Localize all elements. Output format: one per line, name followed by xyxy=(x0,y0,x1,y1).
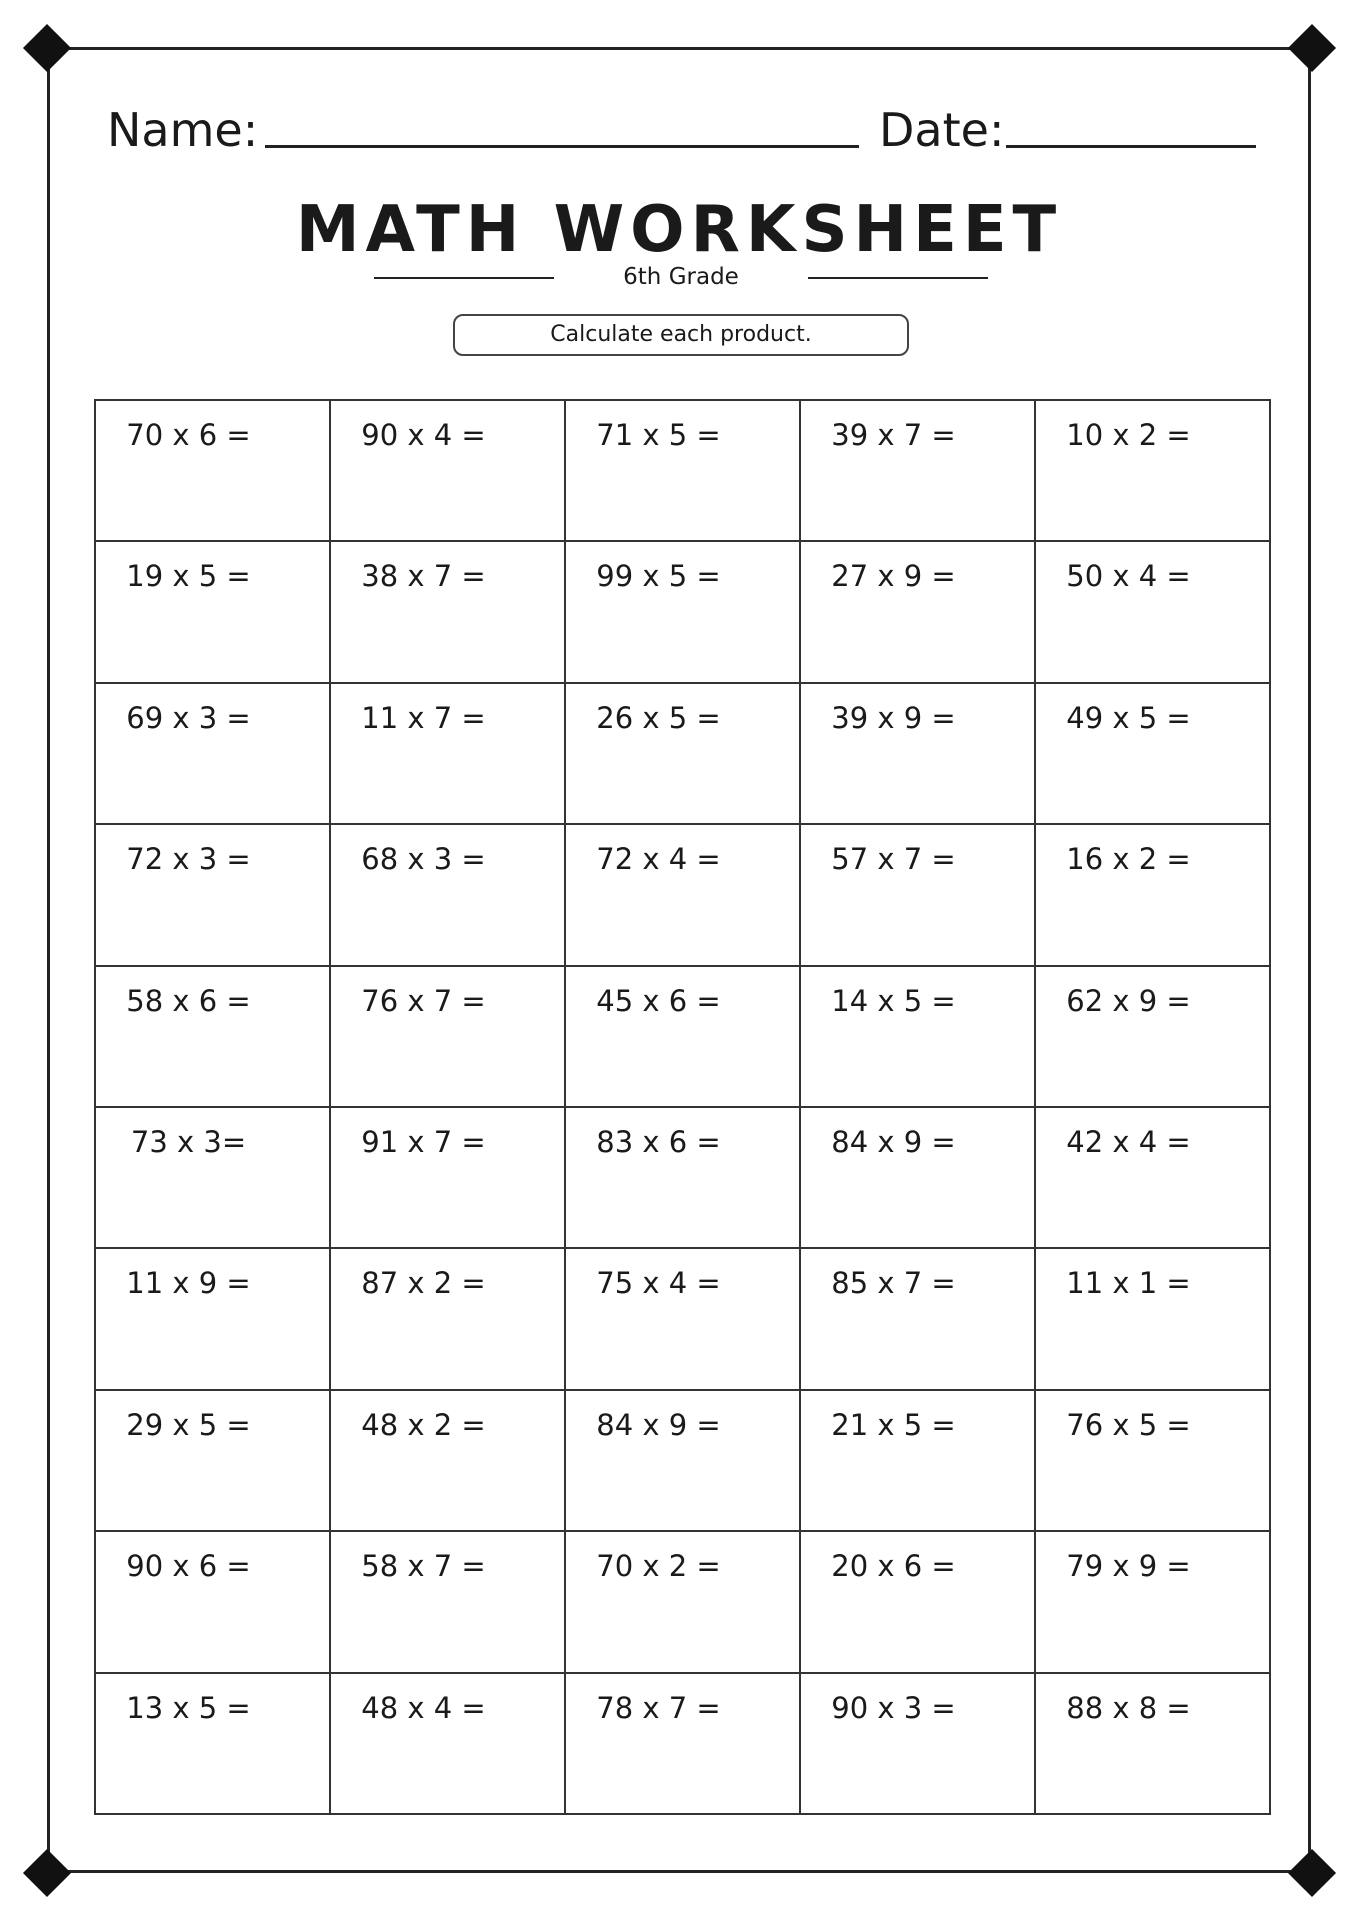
answer-cell[interactable] xyxy=(331,967,566,1108)
answer-cell[interactable] xyxy=(801,542,1036,683)
answer-cell[interactable] xyxy=(801,684,1036,825)
subtitle-row xyxy=(374,262,988,292)
answer-cell[interactable] xyxy=(96,684,331,825)
problem-text: 19 x 5 = xyxy=(126,559,251,594)
problem-text: 20 x 6 = xyxy=(831,1549,956,1584)
answer-cell[interactable] xyxy=(1036,967,1271,1108)
problem-text: 39 x 9 = xyxy=(831,700,956,735)
answer-cell[interactable] xyxy=(566,1249,801,1390)
instruction-box: Calculate each product. xyxy=(453,314,909,356)
answer-cell[interactable] xyxy=(1036,1391,1271,1532)
answer-cell[interactable] xyxy=(566,825,801,966)
problem-text: 38 x 7 = xyxy=(361,559,486,594)
problem-text: 70 x 6 = xyxy=(126,418,251,452)
answer-cell[interactable] xyxy=(1036,401,1271,542)
answer-cell[interactable] xyxy=(566,1532,801,1673)
problem-text: 76 x 5 = xyxy=(1066,1407,1191,1442)
problem-text: 58 x 7 = xyxy=(361,1549,486,1584)
problem-text: 42 x 4 = xyxy=(1066,1124,1191,1159)
answer-cell[interactable] xyxy=(1036,1532,1271,1673)
grade-subtitle: 6th Grade xyxy=(623,264,739,290)
problem-text: 14 x 5 = xyxy=(831,983,956,1018)
answer-cell[interactable] xyxy=(801,1391,1036,1532)
problem-text: 79 x 9 = xyxy=(1066,1549,1191,1584)
answer-cell[interactable] xyxy=(566,1108,801,1249)
answer-cell[interactable] xyxy=(331,1532,566,1673)
problem-text: 72 x 4 = xyxy=(596,842,721,877)
problem-text: 68 x 3 = xyxy=(361,842,486,877)
name-label: Name: xyxy=(107,103,259,157)
problem-text: 84 x 9 = xyxy=(596,1407,721,1442)
answer-cell[interactable] xyxy=(566,1674,801,1815)
problem-text: 11 x 7 = xyxy=(361,700,486,735)
problem-text: 72 x 3 = xyxy=(126,842,251,877)
problem-text: 39 x 7 = xyxy=(831,418,956,452)
answer-cell[interactable] xyxy=(1036,825,1271,966)
answer-cell[interactable] xyxy=(331,1108,566,1249)
answer-cell[interactable] xyxy=(96,825,331,966)
answer-cell[interactable] xyxy=(331,684,566,825)
date-label: Date: xyxy=(879,103,1005,157)
problem-text: 88 x 8 = xyxy=(1066,1690,1191,1725)
answer-cell[interactable] xyxy=(1036,1108,1271,1249)
problem-text: 91 x 7 = xyxy=(361,1124,486,1159)
problem-text: 27 x 9 = xyxy=(831,559,956,594)
answer-cell[interactable] xyxy=(1036,684,1271,825)
problem-text: 48 x 4 = xyxy=(361,1690,486,1725)
answer-cell[interactable] xyxy=(801,1532,1036,1673)
answer-cell[interactable] xyxy=(331,1674,566,1815)
problem-text: 16 x 2 = xyxy=(1066,842,1191,877)
problem-text: 90 x 3 = xyxy=(831,1690,956,1725)
answer-cell[interactable] xyxy=(331,1249,566,1390)
answer-cell[interactable] xyxy=(801,401,1036,542)
problem-text: 75 x 4 = xyxy=(596,1266,721,1301)
answer-cell[interactable] xyxy=(331,1391,566,1532)
problem-text: 13 x 5 = xyxy=(126,1690,251,1725)
problem-text: 49 x 5 = xyxy=(1066,700,1191,735)
problem-text: 48 x 2 = xyxy=(361,1407,486,1442)
answer-cell[interactable] xyxy=(566,684,801,825)
problem-text: 70 x 2 = xyxy=(596,1549,721,1584)
answer-cell[interactable] xyxy=(96,1108,331,1249)
problem-grid xyxy=(94,399,1271,1815)
problem-text: 58 x 6 = xyxy=(126,983,251,1018)
answer-cell[interactable] xyxy=(801,1108,1036,1249)
problem-text: 73 x 3= xyxy=(130,1124,247,1159)
answer-cell[interactable] xyxy=(1036,1674,1271,1815)
problem-text: 76 x 7 = xyxy=(361,983,486,1018)
answer-cell[interactable] xyxy=(566,1391,801,1532)
problem-text: 78 x 7 = xyxy=(596,1690,721,1725)
answer-cell[interactable] xyxy=(96,401,331,542)
problem-text: 21 x 5 = xyxy=(831,1407,956,1442)
problem-text: 69 x 3 = xyxy=(126,700,251,735)
problem-text: 87 x 2 = xyxy=(361,1266,486,1301)
answer-cell[interactable] xyxy=(96,967,331,1108)
answer-cell[interactable] xyxy=(1036,1249,1271,1390)
answer-cell[interactable] xyxy=(331,542,566,683)
answer-cell[interactable] xyxy=(96,542,331,683)
name-date-header xyxy=(107,100,1260,160)
subtitle-divider-right xyxy=(808,277,988,279)
problem-text: 11 x 1 = xyxy=(1066,1266,1191,1301)
problem-text: 57 x 7 = xyxy=(831,842,956,877)
problem-text: 71 x 5 = xyxy=(596,418,721,452)
answer-cell[interactable] xyxy=(566,542,801,683)
worksheet-title: MATH WORKSHEET xyxy=(295,193,1063,267)
problem-text: 83 x 6 = xyxy=(596,1124,721,1159)
problem-text: 45 x 6 = xyxy=(596,983,721,1018)
problem-text: 84 x 9 = xyxy=(831,1124,956,1159)
problem-text: 85 x 7 = xyxy=(831,1266,956,1301)
problem-text: 29 x 5 = xyxy=(126,1407,251,1442)
answer-cell[interactable] xyxy=(801,1674,1036,1815)
answer-cell[interactable] xyxy=(801,825,1036,966)
problem-text: 10 x 2 = xyxy=(1066,418,1191,452)
answer-cell[interactable] xyxy=(96,1391,331,1532)
answer-cell[interactable] xyxy=(566,401,801,542)
date-field[interactable] xyxy=(1006,145,1256,148)
problem-text: 11 x 9 = xyxy=(126,1266,251,1301)
answer-cell[interactable] xyxy=(331,401,566,542)
problem-text: 90 x 6 = xyxy=(126,1549,251,1584)
answer-cell[interactable] xyxy=(96,1532,331,1673)
problem-text: 26 x 5 = xyxy=(596,700,721,735)
problem-text: 62 x 9 = xyxy=(1066,983,1191,1018)
answer-cell[interactable] xyxy=(96,1674,331,1815)
answer-cell[interactable] xyxy=(801,967,1036,1108)
name-field[interactable] xyxy=(265,145,859,148)
answer-cell[interactable] xyxy=(566,967,801,1108)
answer-cell[interactable] xyxy=(96,1249,331,1390)
problem-text: 50 x 4 = xyxy=(1066,559,1191,594)
answer-cell[interactable] xyxy=(1036,542,1271,683)
answer-cell[interactable] xyxy=(331,825,566,966)
problem-text: 99 x 5 = xyxy=(596,559,721,594)
answer-cell[interactable] xyxy=(801,1249,1036,1390)
problem-text: 90 x 4 = xyxy=(361,418,486,452)
